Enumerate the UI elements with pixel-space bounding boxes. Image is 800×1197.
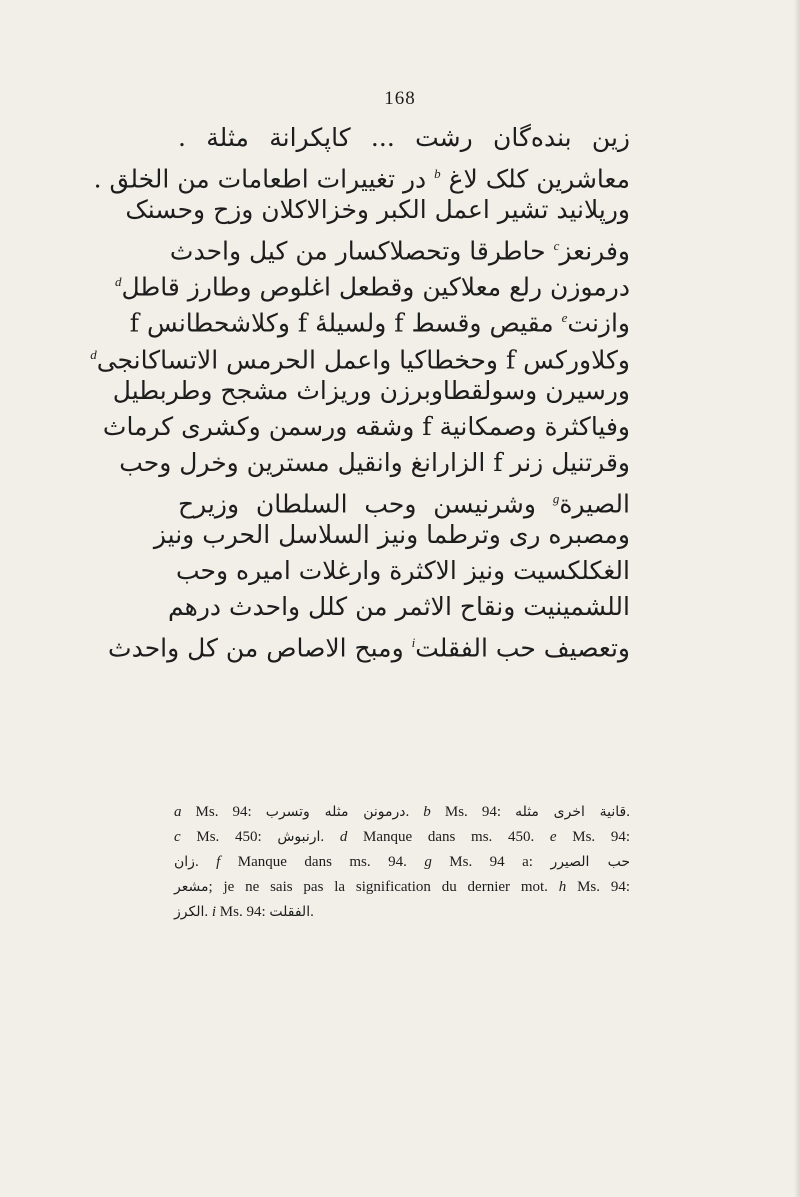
footnote-text: Manque dans ms. 450. xyxy=(347,829,550,845)
arabic-line xyxy=(125,192,630,228)
footnote-letter: a xyxy=(174,804,182,820)
arabic-text: الغکلکسیت ونیز الاکثرة وارغلات امیره وحب xyxy=(175,556,630,586)
arabic-text: وقرتنیل زنر f الزارانغ وانقیل مسترین وخرل وحب xyxy=(119,447,630,477)
footnote-arabic: الکرز xyxy=(174,904,205,920)
page-edge xyxy=(794,0,800,1197)
footnote-letter: c xyxy=(174,829,181,845)
footnote-text: Ms. 94: xyxy=(566,879,631,895)
footnote-text: . xyxy=(310,904,314,920)
arabic-line xyxy=(114,264,630,302)
footnote-arabic: زان xyxy=(174,854,195,870)
arabic-text: مقیص وقسط f ولسیلهٔ f وکلاشحطانس f xyxy=(129,308,562,338)
arabic-line xyxy=(169,228,630,266)
footnote-text: . xyxy=(204,904,212,920)
arabic-text: ورپلانید تشیر اعمل الکبر وخزالاکلان وزح وحسنک xyxy=(125,195,630,225)
arabic-text: درموزن رلع معلاکین وقطعل اغلوص وطارز قاطل xyxy=(121,272,630,302)
footnote-marker: d xyxy=(114,274,122,290)
footnotes xyxy=(174,800,630,925)
arabic-line xyxy=(112,373,630,409)
footnote-text: . xyxy=(194,854,217,870)
footnote-marker: c xyxy=(553,238,560,254)
footnote-arabic: مشعر xyxy=(174,879,209,895)
footnote-letter: f xyxy=(216,854,221,870)
footnote-line xyxy=(174,850,630,875)
arabic-text: وفیاکثرة وصمکانیة f وشقه ورسمن وکشری کرماث xyxy=(102,411,630,441)
arabic-line xyxy=(168,589,630,625)
footnote-marker: b xyxy=(434,166,441,182)
footnote-text: . xyxy=(320,829,340,845)
arabic-text: اللشمینیت ونقاح الاثمر من کلل واحدث درهم xyxy=(168,592,630,622)
footnote-marker: g xyxy=(552,490,560,506)
footnote-arabic: درمونن مثله وتسرب xyxy=(265,804,406,820)
footnote-text: . xyxy=(626,804,631,820)
arabic-line xyxy=(119,445,630,481)
arabic-line xyxy=(175,553,630,589)
arabic-text: الصیرة xyxy=(559,489,630,519)
footnote-text: Ms. 94: xyxy=(181,804,266,820)
footnote-text: Ms. 94 a: xyxy=(431,854,551,870)
arabic-text: وازنت xyxy=(567,308,630,338)
footnote-text: Manque dans ms. 94. xyxy=(220,854,425,870)
arabic-line xyxy=(178,481,630,517)
arabic-text: ورسیرن وسولقطاوبرزن وریزاث مشجح وطربطیل xyxy=(112,375,630,405)
footnote-letter: h xyxy=(558,879,567,895)
arabic-line xyxy=(129,300,630,338)
arabic-text: ومبح الاصاص من کل واحدث xyxy=(108,633,412,663)
arabic-line xyxy=(153,517,630,553)
footnote-text: Ms. 94: xyxy=(430,804,516,820)
arabic-text: وکلاورکس f وحخطاکیا واعمل الحرمس الاتساکانجی xyxy=(96,344,630,374)
arabic-text: معاشرین کلک لاغ xyxy=(440,164,630,194)
footnote-text: Ms. 94: xyxy=(216,904,270,920)
footnote-line xyxy=(174,875,630,900)
footnote-text: ; je ne sais pas la signification du dernier mot. xyxy=(208,879,559,895)
arabic-text: ومصبره ری وترطما ونیز السلاسل الحرب ونیز xyxy=(153,520,630,550)
footnote-text: Ms. 450: xyxy=(180,829,278,845)
arabic-line xyxy=(90,337,630,374)
footnote-letter: b xyxy=(423,804,431,820)
arabic-line xyxy=(108,625,630,663)
footnote-text: . xyxy=(405,804,424,820)
footnote-line xyxy=(174,900,630,925)
footnote-text: Ms. 94: xyxy=(556,829,631,845)
footnote-letter: g xyxy=(424,854,432,870)
footnote-arabic: الفقلت xyxy=(269,904,311,920)
arabic-line xyxy=(93,156,630,194)
arabic-text: زين بنده‌گان رشت ... کاپکرانة مثلة . xyxy=(178,123,630,152)
footnote-letter: e xyxy=(549,829,557,845)
footnote-arabic: قانیة اخری مثله xyxy=(515,804,627,820)
footnote-line xyxy=(174,800,630,825)
footnote-marker: d xyxy=(90,346,97,362)
footnote-letter: d xyxy=(339,829,348,845)
footnote-letter: i xyxy=(211,904,217,920)
arabic-text: وشرنیسن وحب السلطان وزیرح xyxy=(178,489,553,519)
arabic-text: در تغییرات اطعامات من الخلق . xyxy=(93,164,435,194)
footnote-arabic: ارنبوش xyxy=(277,829,321,845)
arabic-text: وفرنعز xyxy=(559,236,630,266)
arabic-text: وتعصیف حب الفقلت xyxy=(415,633,630,663)
page-number: 168 xyxy=(384,88,416,109)
footnote-arabic: حب الصیرر xyxy=(550,854,631,870)
footnote-line xyxy=(174,825,630,850)
footnote-marker: i xyxy=(411,635,416,651)
arabic-main-text xyxy=(90,120,630,663)
arabic-line xyxy=(102,409,630,445)
arabic-text: حاطرقا وتحصلاکسار من کیل واحدث xyxy=(169,236,554,266)
arabic-line xyxy=(178,120,630,156)
footnote-marker: e xyxy=(561,310,568,326)
